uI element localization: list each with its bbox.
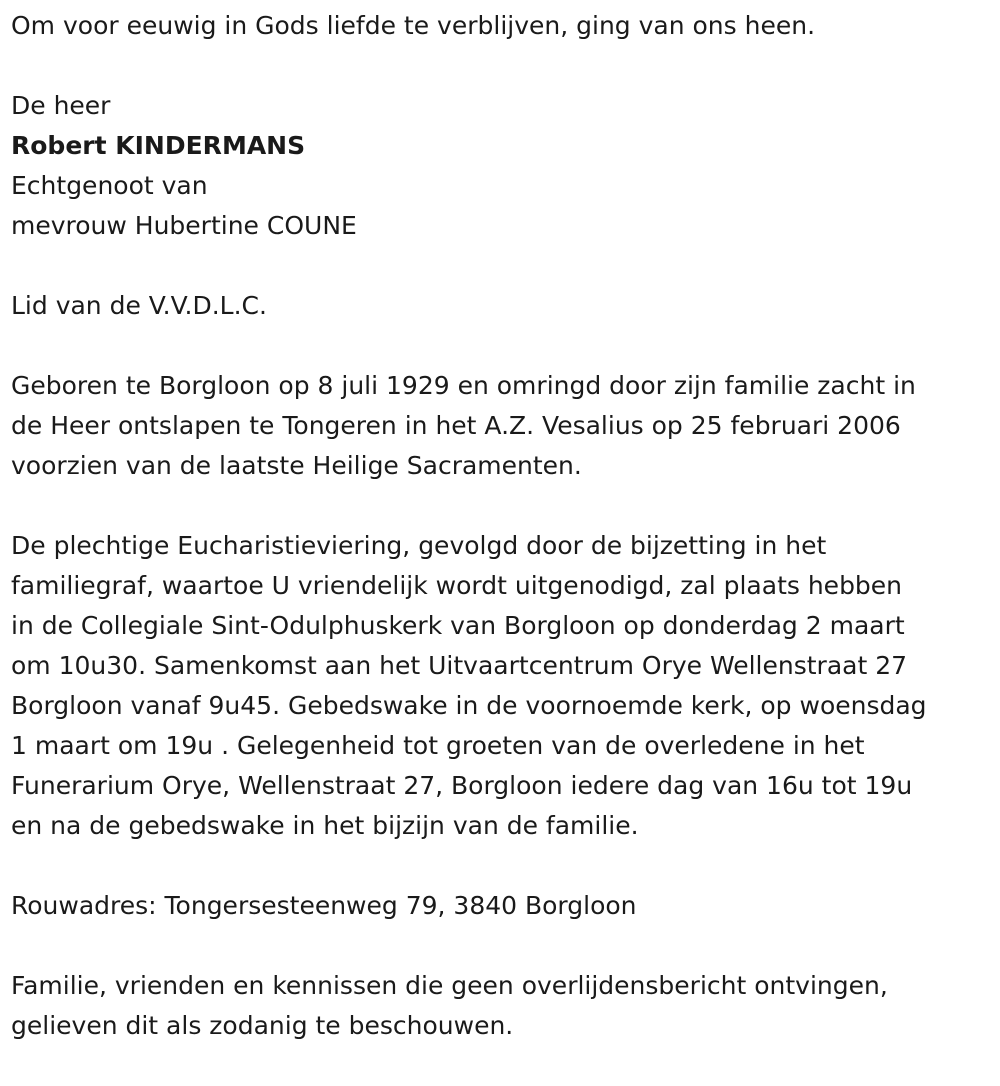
paragraph-line: gelieven dit als zodanig te beschouwen. xyxy=(11,1011,514,1040)
spacer xyxy=(11,486,991,526)
relation-label: Echtgenoot van xyxy=(11,171,208,200)
spouse-name: mevrouw Hubertine COUNE xyxy=(11,211,357,240)
intro-text: Om voor eeuwig in Gods liefde te verblijven, ging van ons heen. xyxy=(11,11,816,40)
ceremony-paragraph xyxy=(11,526,991,846)
deceased-name: Robert KINDERMANS xyxy=(11,131,306,160)
title-prefix: De heer xyxy=(11,91,111,120)
paragraph-line: Funerarium Orye, Wellenstraat 27, Borgloon iedere dag van 16u tot 19u xyxy=(11,771,913,800)
paragraph-line: en na de gebedswake in het bijzijn van de familie. xyxy=(11,811,639,840)
membership-text: Lid van de V.V.D.L.C. xyxy=(11,291,267,320)
paragraph-line: Borgloon vanaf 9u45. Gebedswake in de voornoemde kerk, op woensdag xyxy=(11,691,927,720)
paragraph-line: in de Collegiale Sint-Odulphuskerk van Borgloon op donderdag 2 maart xyxy=(11,611,905,640)
paragraph-line: familiegraf, waartoe U vriendelijk wordt uitgenodigd, zal plaats hebben xyxy=(11,571,903,600)
spacer xyxy=(11,246,991,286)
paragraph-line: de Heer ontslapen te Tongeren in het A.Z. Vesalius op 25 februari 2006 xyxy=(11,411,901,440)
paragraph-line: De plechtige Eucharistieviering, gevolgd door de bijzetting in het xyxy=(11,531,827,560)
paragraph-line: voorzien van de laatste Heilige Sacramenten. xyxy=(11,451,582,480)
paragraph-line: om 10u30. Samenkomst aan het Uitvaartcentrum Orye Wellenstraat 27 xyxy=(11,651,908,680)
spacer xyxy=(11,926,991,966)
paragraph-line: 1 maart om 19u . Gelegenheid tot groeten van de overledene in het xyxy=(11,731,865,760)
spacer xyxy=(11,846,991,886)
paragraph-line: Familie, vrienden en kennissen die geen overlijdensbericht ontvingen, xyxy=(11,971,888,1000)
spacer xyxy=(11,326,991,366)
closing-paragraph xyxy=(11,966,991,1046)
birth-death-paragraph xyxy=(11,366,991,486)
obituary-notice xyxy=(11,6,991,1046)
mourning-address: Rouwadres: Tongersesteenweg 79, 3840 Borgloon xyxy=(11,891,637,920)
spacer xyxy=(11,46,991,86)
paragraph-line: Geboren te Borgloon op 8 juli 1929 en omringd door zijn familie zacht in xyxy=(11,371,916,400)
